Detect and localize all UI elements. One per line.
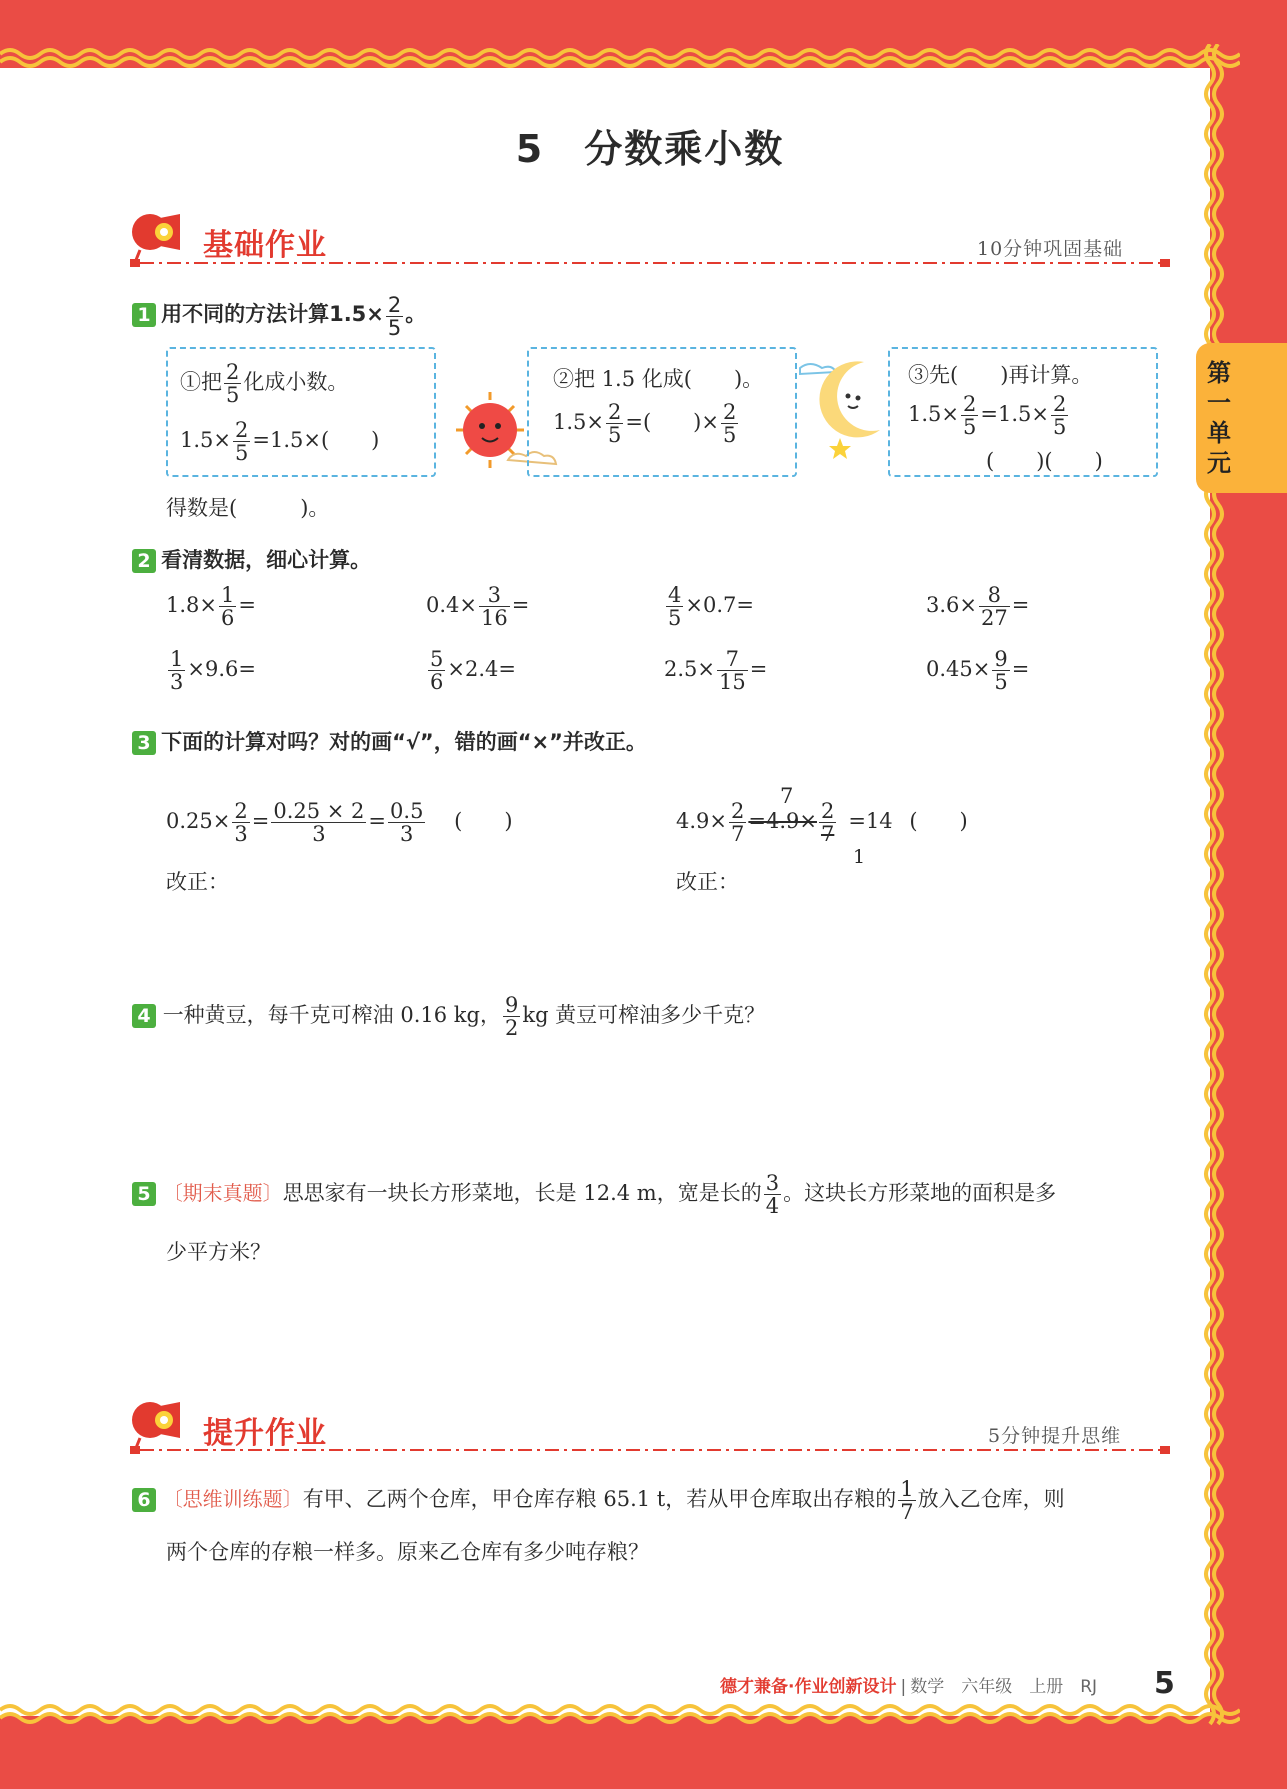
question-5: 5 〔期末真题〕思思家有一块长方形菜地，长是 12.4 m，宽是长的 $\frac{3}{4}$ 。这块长方形菜地的面积是多 bbox=[132, 1172, 1056, 1217]
fraction: $\frac{2}{5}$ bbox=[963, 392, 977, 440]
cancel-mark-7: 7 bbox=[780, 784, 794, 808]
calc-item: $\frac{4}{5}$ ×0.7= bbox=[668, 583, 754, 631]
question-6-line2: 两个仓库的存粮一样多。原来乙仓库有多少吨存粮？ bbox=[166, 1540, 649, 1564]
question-tag: 〔期末真题〕 bbox=[162, 1181, 283, 1206]
section-advanced-subtitle: 5分钟提升思维 bbox=[988, 1425, 1122, 1447]
section-basic-subtitle: 10分钟巩固基础 bbox=[977, 238, 1124, 260]
judge-blank[interactable]: ( ) bbox=[454, 809, 513, 834]
cancel-mark-1: 1 bbox=[853, 846, 866, 868]
question-4: 4 一种黄豆，每千克可榨油 0.16 kg， $\frac{9}{2}$ kg 黄豆可榨油多少千克？ bbox=[132, 994, 765, 1039]
fraction: $\frac{2}{5}$ bbox=[1052, 392, 1067, 440]
question-5-line2: 少平方米？ bbox=[166, 1240, 271, 1264]
footer-brand: 德才兼备·作业创新设计 bbox=[720, 1677, 897, 1697]
trumpet-icon bbox=[128, 210, 188, 262]
question-text: 看清数据，细心计算。 bbox=[161, 548, 372, 572]
section-divider bbox=[130, 256, 1170, 270]
section-basic-title: 基础作业 bbox=[203, 228, 327, 263]
calc-item: 1.8× $\frac{1}{6}$ = bbox=[166, 583, 256, 631]
calc-item: 2.5× $\frac{7}{15}$ = bbox=[664, 647, 768, 695]
calc-item: 3.6× $\frac{8}{27}$ = bbox=[926, 583, 1030, 631]
method-box-2: ②把 1.5 化成( )。 1.5× $\frac{2}{5}$ =( )× $\frac{2}{5}$ bbox=[527, 347, 797, 477]
right-wave-border bbox=[1196, 44, 1236, 1730]
question-2 bbox=[132, 544, 371, 574]
question-text: 用不同的方法计算1.5× bbox=[161, 302, 384, 327]
section-advanced-title: 提升作业 bbox=[203, 1416, 327, 1451]
q1-result: 得数是( )。 bbox=[166, 496, 330, 520]
q3-right-calc: 4.9× $\frac{2}{7}$ =4.9× $\frac{2}{7}$ =14 ( ) bbox=[676, 799, 968, 847]
unit-side-label: 第 一 单 元 bbox=[1207, 359, 1231, 477]
page-number: 5 bbox=[1154, 1666, 1175, 1701]
footer-book-info: 数学 六年级 上册 RJ bbox=[910, 1677, 1098, 1697]
fraction: $\frac{2}{5}$ bbox=[722, 400, 737, 448]
question-number: 3 bbox=[132, 731, 156, 755]
question-3 bbox=[132, 726, 647, 756]
question-text: 下面的计算对吗？对的画“√”，错的画“×”并改正。 bbox=[161, 730, 647, 754]
q3-right-fix: 改正： bbox=[676, 870, 739, 894]
fraction: $\frac{2}{5}$ bbox=[608, 400, 622, 448]
fraction: $\frac{2}{5}$ bbox=[387, 293, 402, 341]
question-number: 5 bbox=[132, 1182, 156, 1206]
q3-left-fix: 改正： bbox=[166, 870, 229, 894]
q3-left-calc: 0.25× $\frac{2}{3}$ = $\frac{0.25 \times 2}{3}$ = $\frac{0.5}{3}$ ( ) bbox=[166, 799, 513, 847]
section-divider bbox=[130, 1443, 1170, 1457]
fraction: $\frac{2}{5}$ bbox=[235, 418, 249, 466]
question-6: 6 〔思维训练题〕有甲、乙两个仓库，甲仓库存粮 65.1 t，若从甲仓库取出存粮的 $\frac{1}{7}$ 放入乙仓库，则 bbox=[132, 1478, 1065, 1523]
question-number: 1 bbox=[132, 303, 156, 327]
calc-item: $\frac{1}{3}$ ×9.6= bbox=[170, 647, 256, 695]
calc-item: $\frac{5}{6}$ ×2.4= bbox=[430, 647, 516, 695]
fraction: $\frac{2}{5}$ bbox=[226, 360, 240, 408]
judge-blank[interactable]: ( ) bbox=[909, 809, 968, 834]
question-number: 6 bbox=[132, 1488, 156, 1512]
question-tag: 〔思维训练题〕 bbox=[162, 1487, 303, 1512]
calc-item: 0.45× $\frac{9}{5}$ = bbox=[926, 647, 1030, 695]
method-box-3: ③先( )再计算。 1.5× $\frac{2}{5}$ =1.5× $\frac{2}{5}$ ( )( ) bbox=[888, 347, 1158, 477]
calc-item: 0.4× $\frac{3}{16}$ = bbox=[426, 583, 530, 631]
moon-icon bbox=[796, 352, 890, 462]
question-number: 4 bbox=[132, 1004, 156, 1028]
page-title: 5 分数乘小数 bbox=[515, 127, 785, 171]
bottom-wave-border bbox=[0, 1696, 1240, 1730]
question-number: 2 bbox=[132, 549, 156, 573]
page-footer: 德才兼备·作业创新设计 | 数学 六年级 上册 RJ bbox=[720, 1677, 1098, 1697]
method-box-1: ①把 $\frac{2}{5}$ 化成小数。 1.5× $\frac{2}{5}$ =1.5×( ) bbox=[166, 347, 436, 477]
question-1: 1 用不同的方法计算1.5× $\frac{2}{5}$ 。 bbox=[132, 294, 426, 339]
